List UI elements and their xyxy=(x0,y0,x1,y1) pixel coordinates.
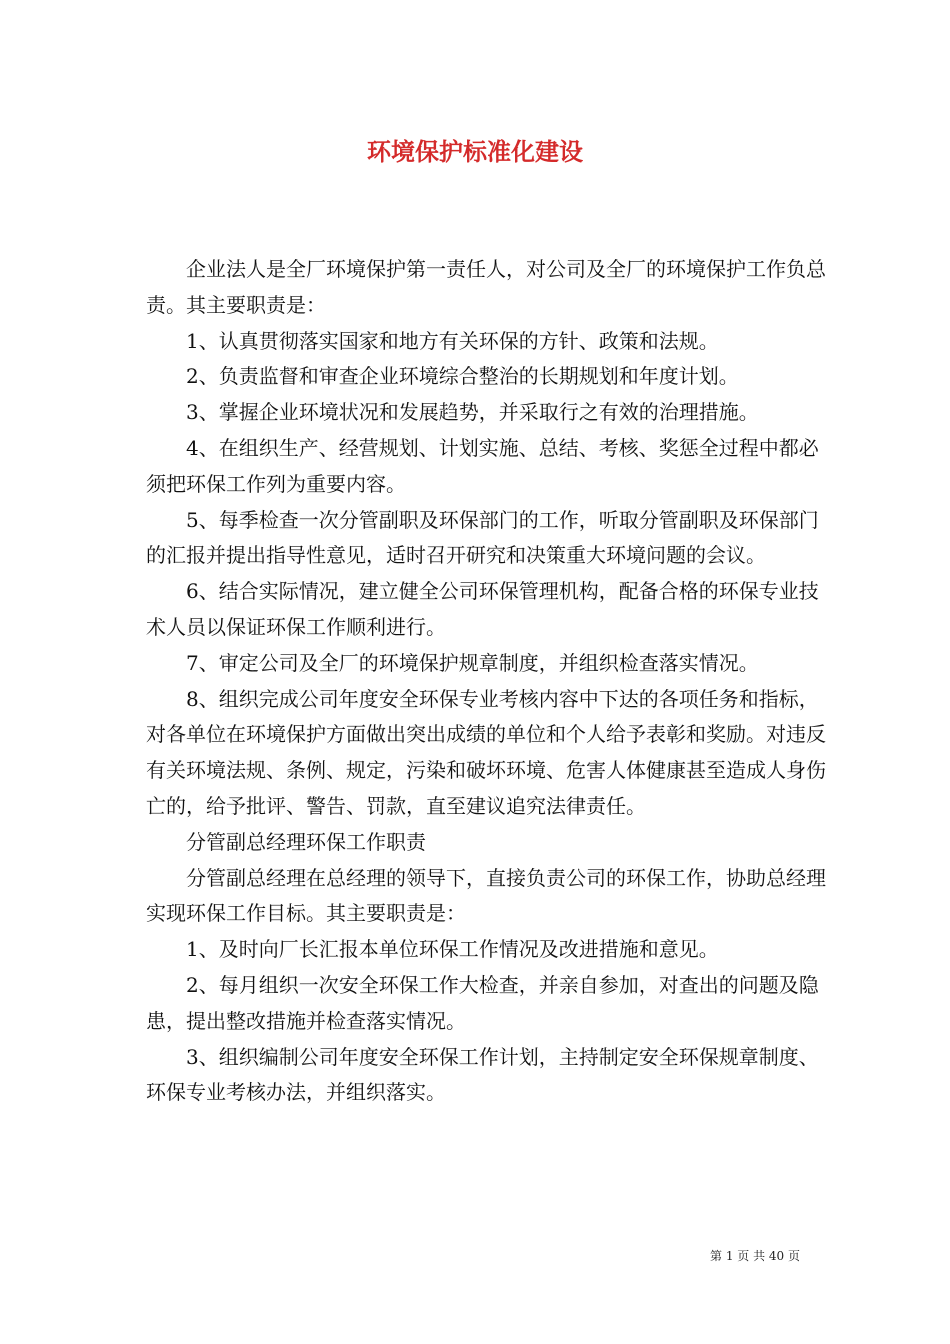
paragraph-item-6: 6、结合实际情况，建立健全公司环保管理机构，配备合格的环保专业技术人员以保证环保工作顺利进行。 xyxy=(146,579,819,639)
paragraph-item-3: 3、掌握企业环境状况和发展趋势，并采取行之有效的治理措施。 xyxy=(186,400,759,425)
paragraph-item-7: 7、审定公司及全厂的环境保护规章制度，并组织检查落实情况。 xyxy=(186,650,759,675)
paragraph-item-1: 1、认真贯彻落实国家和地方有关环保的方针、政策和法规。 xyxy=(186,328,719,353)
paragraph-intro: 企业法人是全厂环境保护第一责任人，对公司及全厂的环境保护工作负总责。其主要职责是： xyxy=(146,257,826,317)
paragraph-item-8: 8、组织完成公司年度安全环保专业考核内容中下达的各项任务和指标，对各单位在环境保护方面做出突出成绩的单位和个人给予表彰和奖励。对违反有关环境法规、条例、规定，污染和破坏环境、危害人体健康甚至造成人身伤亡的，给予批评、警告、罚款，直至建议追究法律责任。 xyxy=(146,686,826,818)
document-title: 环境保护标准化建设 xyxy=(367,138,583,166)
paragraph-section-intro: 分管副总经理在总经理的领导下，直接负责公司的环保工作，协助总经理实现环保工作目标。其主要职责是： xyxy=(146,865,826,926)
page-number-footer: 第 1 页 共 40 页 xyxy=(710,1249,800,1263)
paragraph-section-item-2: 2、每月组织一次安全环保工作大检查，并亲自参加，对查出的问题及隐患，提出整改措施并检查落实情况。 xyxy=(146,972,819,1033)
paragraph-section-item-3: 3、组织编制公司年度安全环保工作计划，主持制定安全环保规章制度、环保专业考核办法，并组织落实。 xyxy=(146,1044,819,1105)
section-heading: 分管副总经理环保工作职责 xyxy=(186,829,426,854)
paragraph-item-2: 2、负责监督和审查企业环境综合整治的长期规划和年度计划。 xyxy=(186,364,739,389)
paragraph-item-5: 5、每季检查一次分管副职及环保部门的工作，听取分管副职及环保部门的汇报并提出指导性意见，适时召开研究和决策重大环境问题的会议。 xyxy=(146,507,819,568)
paragraph-section-item-1: 1、及时向厂长汇报本单位环保工作情况及改进措施和意见。 xyxy=(186,937,719,962)
document-body xyxy=(146,252,826,1111)
paragraph-item-4: 4、在组织生产、经营规划、计划实施、总结、考核、奖惩全过程中都必须把环保工作列为重要内容。 xyxy=(146,435,819,496)
